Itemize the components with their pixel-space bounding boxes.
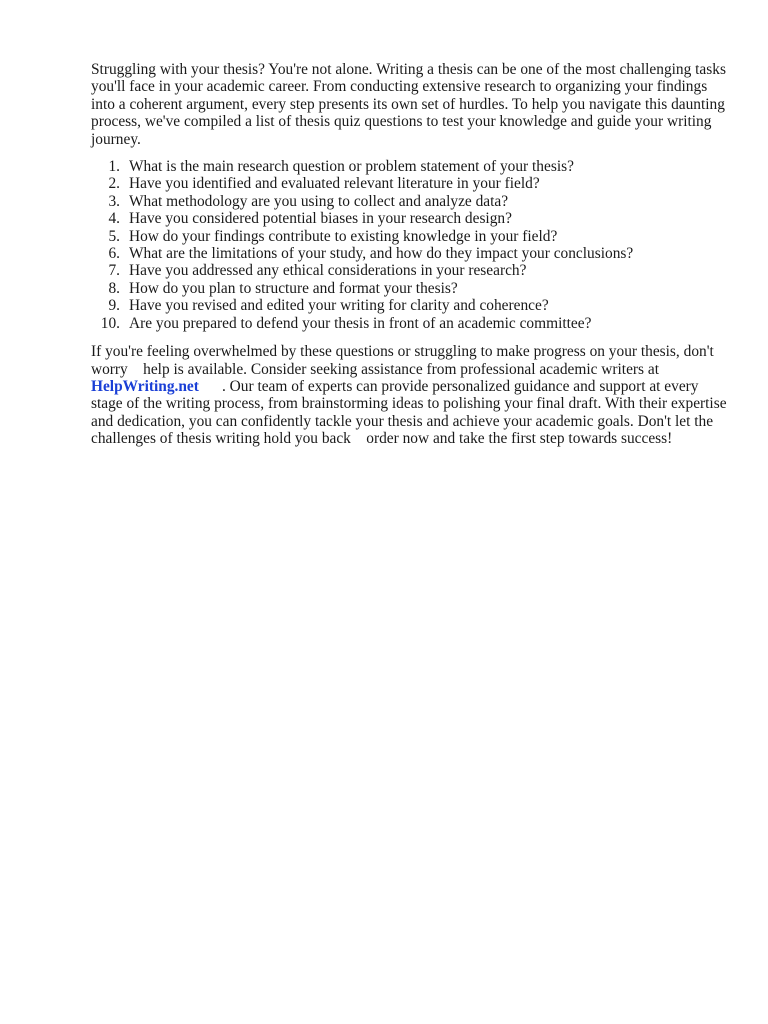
list-item [91, 280, 731, 297]
intro-paragraph: Struggling with your thesis? You're not alone. Writing a thesis can be one of the most challenging tasks you'll face in your academic career. From conducting extensive research to organizing your findings into a coherent argument, every step presents its own set of hurdles. To help you navigate this daunting process, we've compiled a list of thesis quiz questions to test your knowledge and guide your writing journey. [91, 61, 726, 148]
item-text: How do your findings contribute to existing knowledge in your field? [129, 227, 558, 245]
item-text: Have you addressed any ethical considerations in your research? [129, 262, 527, 280]
list-item [91, 210, 731, 227]
document-page [91, 61, 731, 448]
item-text: Have you considered potential biases in your research design? [129, 210, 512, 228]
item-number: 3. [108, 192, 120, 210]
item-number: 8. [108, 279, 120, 297]
item-text: How do you plan to structure and format your thesis? [129, 279, 458, 297]
closing-text-after-link: . Our team of experts can provide personalized guidance and support at every stage of the writing process, from brainstorming ideas to polishing your final draft. With their expertise and dedication, you can confidently tackle your thesis and achieve your academic goals. Don't let the challenges of thesis writing hold you back order now and take the first step towards success! [91, 377, 727, 448]
item-number: 5. [108, 227, 120, 245]
item-number: 2. [108, 175, 120, 193]
item-text: What are the limitations of your study, and how do they impact your conclusions? [129, 245, 634, 263]
item-number: 6. [108, 245, 120, 263]
item-text: Have you identified and evaluated relevant literature in your field? [129, 175, 540, 193]
item-text: Are you prepared to defend your thesis in front of an academic committee? [129, 314, 592, 332]
list-item [91, 158, 731, 175]
item-number: 10. [100, 314, 120, 332]
list-item [91, 245, 731, 262]
list-item [91, 228, 731, 245]
item-number: 9. [108, 297, 120, 315]
list-item [91, 297, 731, 314]
list-item [91, 262, 731, 279]
item-text: What methodology are you using to collect and analyze data? [129, 192, 509, 210]
question-list [91, 158, 731, 332]
item-number: 7. [108, 262, 120, 280]
helpwriting-link[interactable]: HelpWriting.net [91, 377, 199, 395]
list-item [91, 193, 731, 210]
item-text: Have you revised and edited your writing for clarity and coherence? [129, 297, 549, 315]
closing-text-before-link: If you're feeling overwhelmed by these questions or struggling to make progress on your thesis, don't worry help is available. Consider seeking assistance from professional academic writers at [91, 343, 714, 378]
closing-paragraph [91, 343, 731, 447]
item-text: What is the main research question or problem statement of your thesis? [129, 158, 574, 176]
item-number: 4. [108, 210, 120, 228]
item-number: 1. [108, 158, 120, 176]
list-item [91, 315, 731, 332]
list-item [91, 175, 731, 192]
